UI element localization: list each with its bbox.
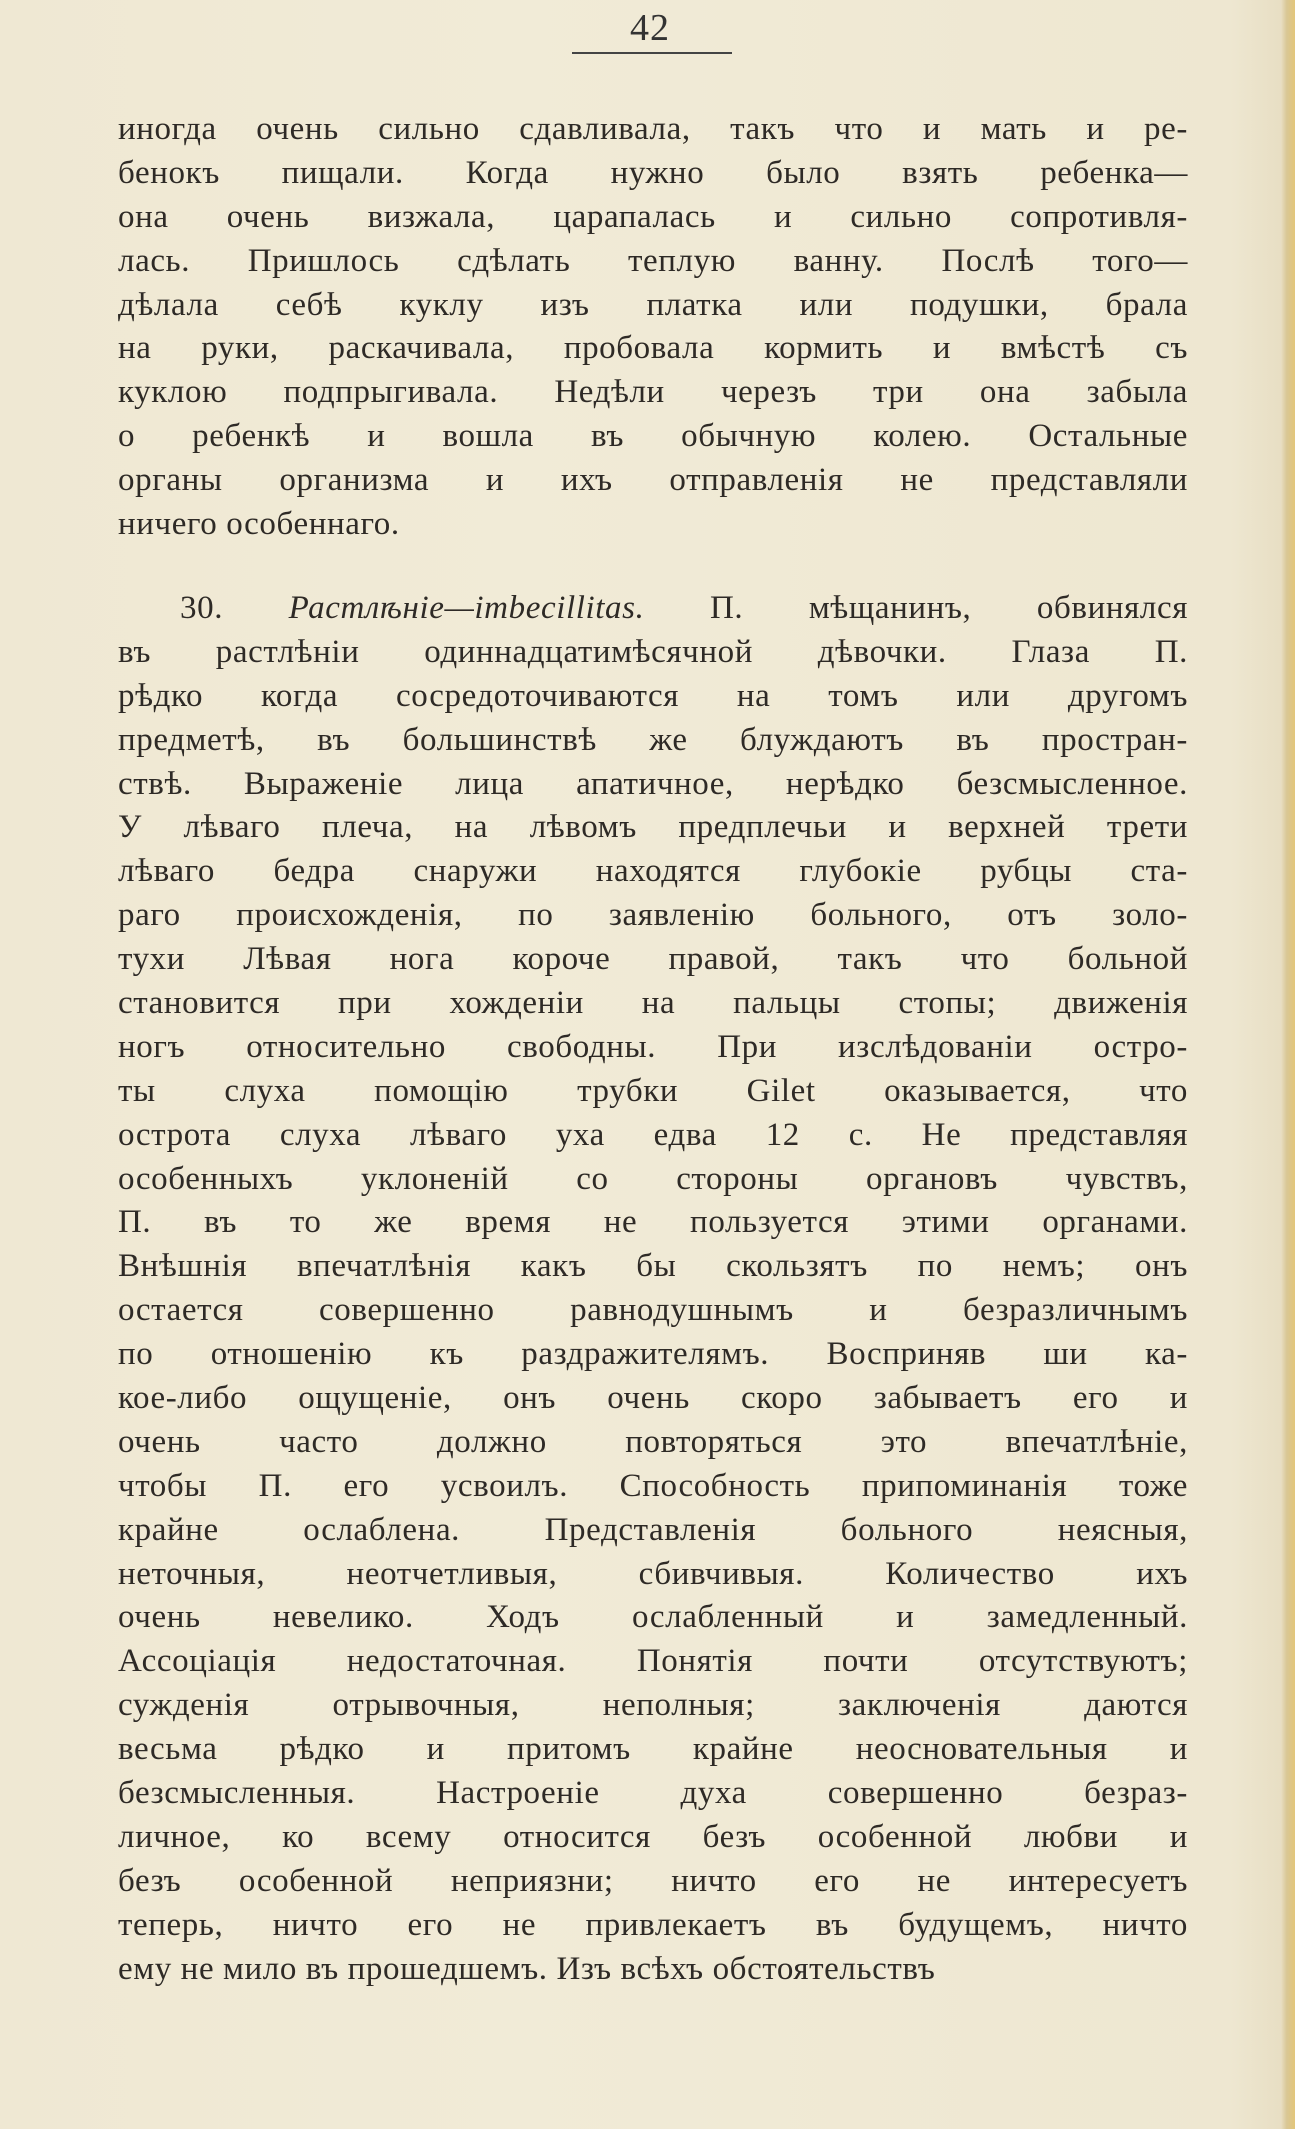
text-line: становится при хожденіи на пальцы стопы; движенія (118, 985, 1188, 1022)
text-line: безсмысленныя. Настроеніе духа совершенно безраз- (118, 1775, 1188, 1812)
text-line: очень часто должно повторяться это впечатлѣніе, (118, 1423, 1188, 1460)
page-edge-shadow (1281, 0, 1295, 2129)
text-line: раго происхожденія, по заявленію больного, отъ золо- (118, 897, 1188, 934)
text-line: личное, ко всему относится безъ особенной любви и (118, 1818, 1188, 1855)
page-number: 42 (630, 7, 670, 49)
text-line: неточныя, неотчетливыя, сбивчивыя. Количество ихъ (118, 1555, 1188, 1592)
text-line: рѣдко когда сосредоточиваются на томъ или другомъ (118, 677, 1188, 714)
text-line: ты слуха помощію трубки Gilet оказывается, что (118, 1072, 1188, 1109)
text-line: лась. Пришлось сдѣлать теплую ванну. Послѣ того— (118, 242, 1188, 279)
text-line: куклою подпрыгивала. Недѣли черезъ три она забыла (118, 374, 1188, 411)
text-line: о ребенкѣ и вошла въ обычную колею. Остальные (118, 418, 1188, 455)
text-line: безъ особенной неприязни; ничто его не интересуетъ (118, 1862, 1188, 1899)
case-title: Растлѣніе—imbecillitas. (288, 590, 645, 626)
text-line: лѣваго бедра снаружи находятся глубокіе рубцы ста- (118, 853, 1188, 890)
text-line: сужденія отрывочныя, неполныя; заключенія даются (118, 1687, 1188, 1724)
text-line: ногъ относительно свободны. При изслѣдованіи остро- (118, 1028, 1188, 1065)
text-line: на руки, раскачивала, пробовала кормить и вмѣстѣ съ (118, 330, 1188, 367)
text-line: ему не мило въ прошедшемъ. Изъ всѣхъ обстоятельствъ (118, 1950, 936, 1987)
text-line: остается совершенно равнодушнымъ и безразличнымъ (118, 1292, 1188, 1329)
text-line: она очень визжала, царапалась и сильно сопротивля- (118, 198, 1188, 235)
text-line: предметѣ, въ большинствѣ же блуждаютъ въ простран- (118, 721, 1188, 758)
text-line: острота слуха лѣваго уха едва 12 с. Не представляя (118, 1116, 1188, 1153)
text-line: крайне ослаблена. Представленія больного неясныя, (118, 1511, 1188, 1548)
paragraph-case-30 (118, 587, 1188, 1992)
text-line: очень невелико. Ходъ ослабленный и замедленный. (118, 1599, 1188, 1636)
text-line: бенокъ пищали. Когда нужно было взять ребенка— (118, 154, 1188, 191)
text-line: особенныхъ уклоненій со стороны органовъ чувствъ, (118, 1160, 1188, 1197)
text-line: въ растлѣніи одиннадцатимѣсячной дѣвочки. Глаза П. (118, 633, 1188, 670)
text-line: тухи Лѣвая нога короче правой, такъ что больной (118, 941, 1188, 978)
paragraph-first-line (118, 587, 1188, 631)
header-rule (572, 52, 732, 54)
text-line: У лѣваго плеча, на лѣвомъ предплечьи и верхней трети (118, 809, 1188, 846)
text-line: Ассоціація недостаточная. Понятія почти отсутствуютъ; (118, 1643, 1188, 1680)
case-first-line-text: П. мѣщанинъ, обвинялся (710, 590, 1188, 626)
text-line: Внѣшнія впечатлѣнія какъ бы скользятъ по немъ; онъ (118, 1248, 1188, 1285)
case-number: 30. (180, 590, 224, 626)
text-line: теперь, ничто его не привлекаетъ въ будущемъ, ничто (118, 1906, 1188, 1943)
text-line: П. въ то же время не пользуется этими органами. (118, 1204, 1188, 1241)
text-line: ничего особеннаго. (118, 506, 400, 543)
text-line: ствѣ. Выраженіе лица апатичное, нерѣдко безсмысленное. (118, 765, 1188, 802)
text-line: весьма рѣдко и притомъ крайне неосновательныя и (118, 1731, 1188, 1768)
text-line: кое-либо ощущеніе, онъ очень скоро забываетъ его и (118, 1380, 1188, 1417)
paragraph-continuation (118, 108, 1188, 547)
text-line: чтобы П. его усвоилъ. Способность припоминанія тоже (118, 1467, 1188, 1504)
text-line: дѣлала себѣ куклу изъ платка или подушки, брала (118, 286, 1188, 323)
text-line: иногда очень сильно сдавливала, такъ что и мать и ре- (118, 111, 1188, 147)
text-line: органы организма и ихъ отправленія не представляли (118, 462, 1188, 499)
text-line: по отношенію къ раздражителямъ. Восприняв ши ка- (118, 1336, 1188, 1373)
